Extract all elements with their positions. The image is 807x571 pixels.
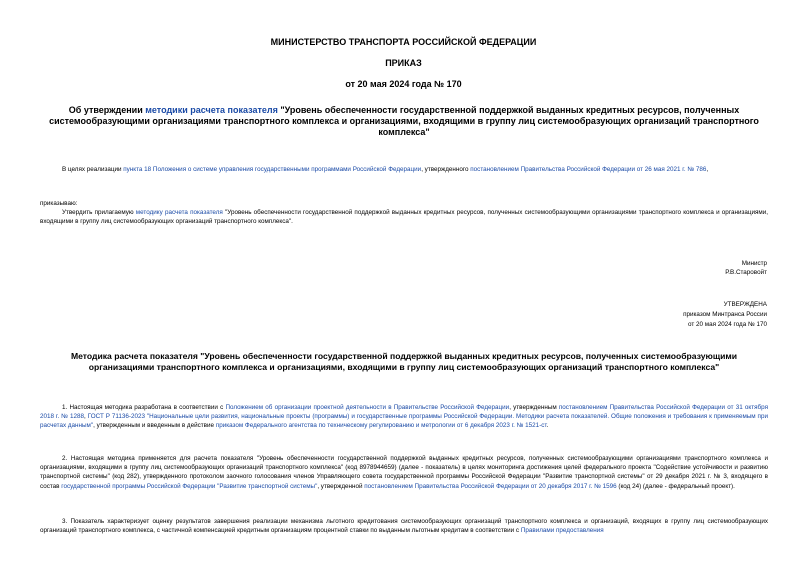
p2-link-decree[interactable]: постановлением Правительства Российской Федерации от 20 декабря 2017 г. № 1596 <box>364 482 617 490</box>
order-title <box>44 105 764 138</box>
p1-text-1: 1. Настоящая методика разработана в соответствии с <box>62 404 226 411</box>
p1-text-4: , утвержденным и введенным в действие <box>93 422 216 430</box>
p3-text-1: 3. Показатель характеризует оценку результатов завершения реализации механизма льготного кредитования системообразующих организаций транспортного комплекса и организаций, входящих в группу лиц системообразующих организаций транспортного комплекса, с частичной компенсацией кредитным организациям процентной ставки по выданным льготным кредитам в соответствии с <box>40 518 768 535</box>
p2-link-program[interactable]: государственной программы Российской Федерации "Развитие транспортной системы" <box>61 482 318 490</box>
p2-text-1: 2. Настоящая методика применяется для расчета показателя "Уровень обеспеченности государственной поддержкой выданных кредитных ресурсов, полученных системообразующими организациями транспортного комплекса и организациями, входящими в группу лиц системообразующих организаций транспортного комплекса" (код 8978944659) (далее - показатель) в целях мониторинга достижения целей федерального проекта "Содействие устойчивости и развитию транспортной системы" (код 282), утвержденного протоколом заочного голосования членов Управляющего совета государственной программы Российской Федерации "Развитие транспортной системы" от 29 декабря 2021 г. № 3, входящего в состав <box>40 455 768 490</box>
methodology-link[interactable]: методики расчета показателя <box>145 105 278 115</box>
p1-link-order[interactable]: приказом Федерального агентства по техническому регулированию и метрологии от 6 декабря 2023 г. № 1521-ст <box>215 422 547 430</box>
preamble-text-2: , утвержденного <box>421 166 471 173</box>
methodology-title: Методика расчета показателя "Уровень обеспеченности государственной поддержкой выданных кредитных ресурсов, полученных системообразующими организациями транспортного комплекса и организациями, входящими в группу лиц системообразующих организаций транспортного комплекса" <box>70 351 738 372</box>
preamble-text-3: , <box>706 166 709 173</box>
orders-label: приказываю: <box>40 200 78 207</box>
approve-text-1: Утвердить прилагаемую <box>62 209 136 216</box>
p1-text-2: , утвержденным <box>509 404 559 411</box>
approved-stamp-line-2: приказом Минтранса России <box>683 311 767 318</box>
p1-link-regulation[interactable]: Положением об организации проектной деятельности в Правительстве Российской Федерации <box>225 404 510 411</box>
order-title-rest: "Уровень обеспеченности государственной поддержкой выданных кредитных ресурсов, полученных системообразующими организациями транспортного комплекса и организациями, входящими в группу лиц системообразующих организаций транспортного комплекса" <box>49 105 759 137</box>
approved-stamp-line-3: от 20 мая 2024 года № 170 <box>688 321 767 328</box>
paragraph-3 <box>40 517 768 536</box>
signature-name: Р.В.Старовойт <box>725 269 767 276</box>
preamble-link-regulation[interactable]: пункта 18 Положения о системе управления государственными программами Российской Федерации <box>123 166 422 173</box>
signature-position: Министр <box>741 260 767 267</box>
preamble-link-decree[interactable]: постановлением Правительства Российской Федерации от 26 мая 2021 г. № 786 <box>470 166 707 173</box>
ministry-heading: МИНИСТЕРСТВО ТРАНСПОРТА РОССИЙСКОЙ ФЕДЕРАЦИИ <box>270 37 537 47</box>
approve-paragraph <box>40 208 768 226</box>
p1-link-gost[interactable]: ГОСТ Р 71136-2023 "Национальные цели развития, национальные проекты (программы) и государственные программы Российской Федерации. Методики расчета показателей. Общие положения и требования к применяемым при расчетах данным" <box>40 413 768 430</box>
p1-text-5: . <box>546 422 549 430</box>
paragraph-1 <box>40 403 768 431</box>
p2-text-2: , утвержденной <box>317 482 365 490</box>
paragraph-2 <box>40 454 768 491</box>
p2-text-3: (код 24) (далее - федеральный проект). <box>616 482 735 490</box>
order-title-prefix: Об утверждении <box>68 105 146 115</box>
approved-stamp-line-1: УТВЕРЖДЕНА <box>723 301 767 308</box>
doc-type-heading: ПРИКАЗ <box>385 58 422 68</box>
order-date-number: от 20 мая 2024 года № 170 <box>345 79 462 89</box>
p3-link-rules[interactable]: Правилами предоставления <box>520 527 604 535</box>
preamble-text-1: В целях реализации <box>62 166 124 173</box>
p1-link-decree[interactable]: постановлением Правительства Российской Федерации от 31 октября 2018 г. № 1288 <box>40 404 768 421</box>
preamble-paragraph <box>40 165 768 174</box>
approve-text-2: "Уровень обеспеченности государственной поддержкой выданных кредитных ресурсов, полученных системообразующими организациями транспортного комплекса и организациями, входящими в группу лиц системообразующих организаций транспортного комплекса". <box>40 209 768 226</box>
p1-text-3: , <box>83 413 88 421</box>
approve-methodology-link[interactable]: методику расчета показателя <box>135 209 223 216</box>
